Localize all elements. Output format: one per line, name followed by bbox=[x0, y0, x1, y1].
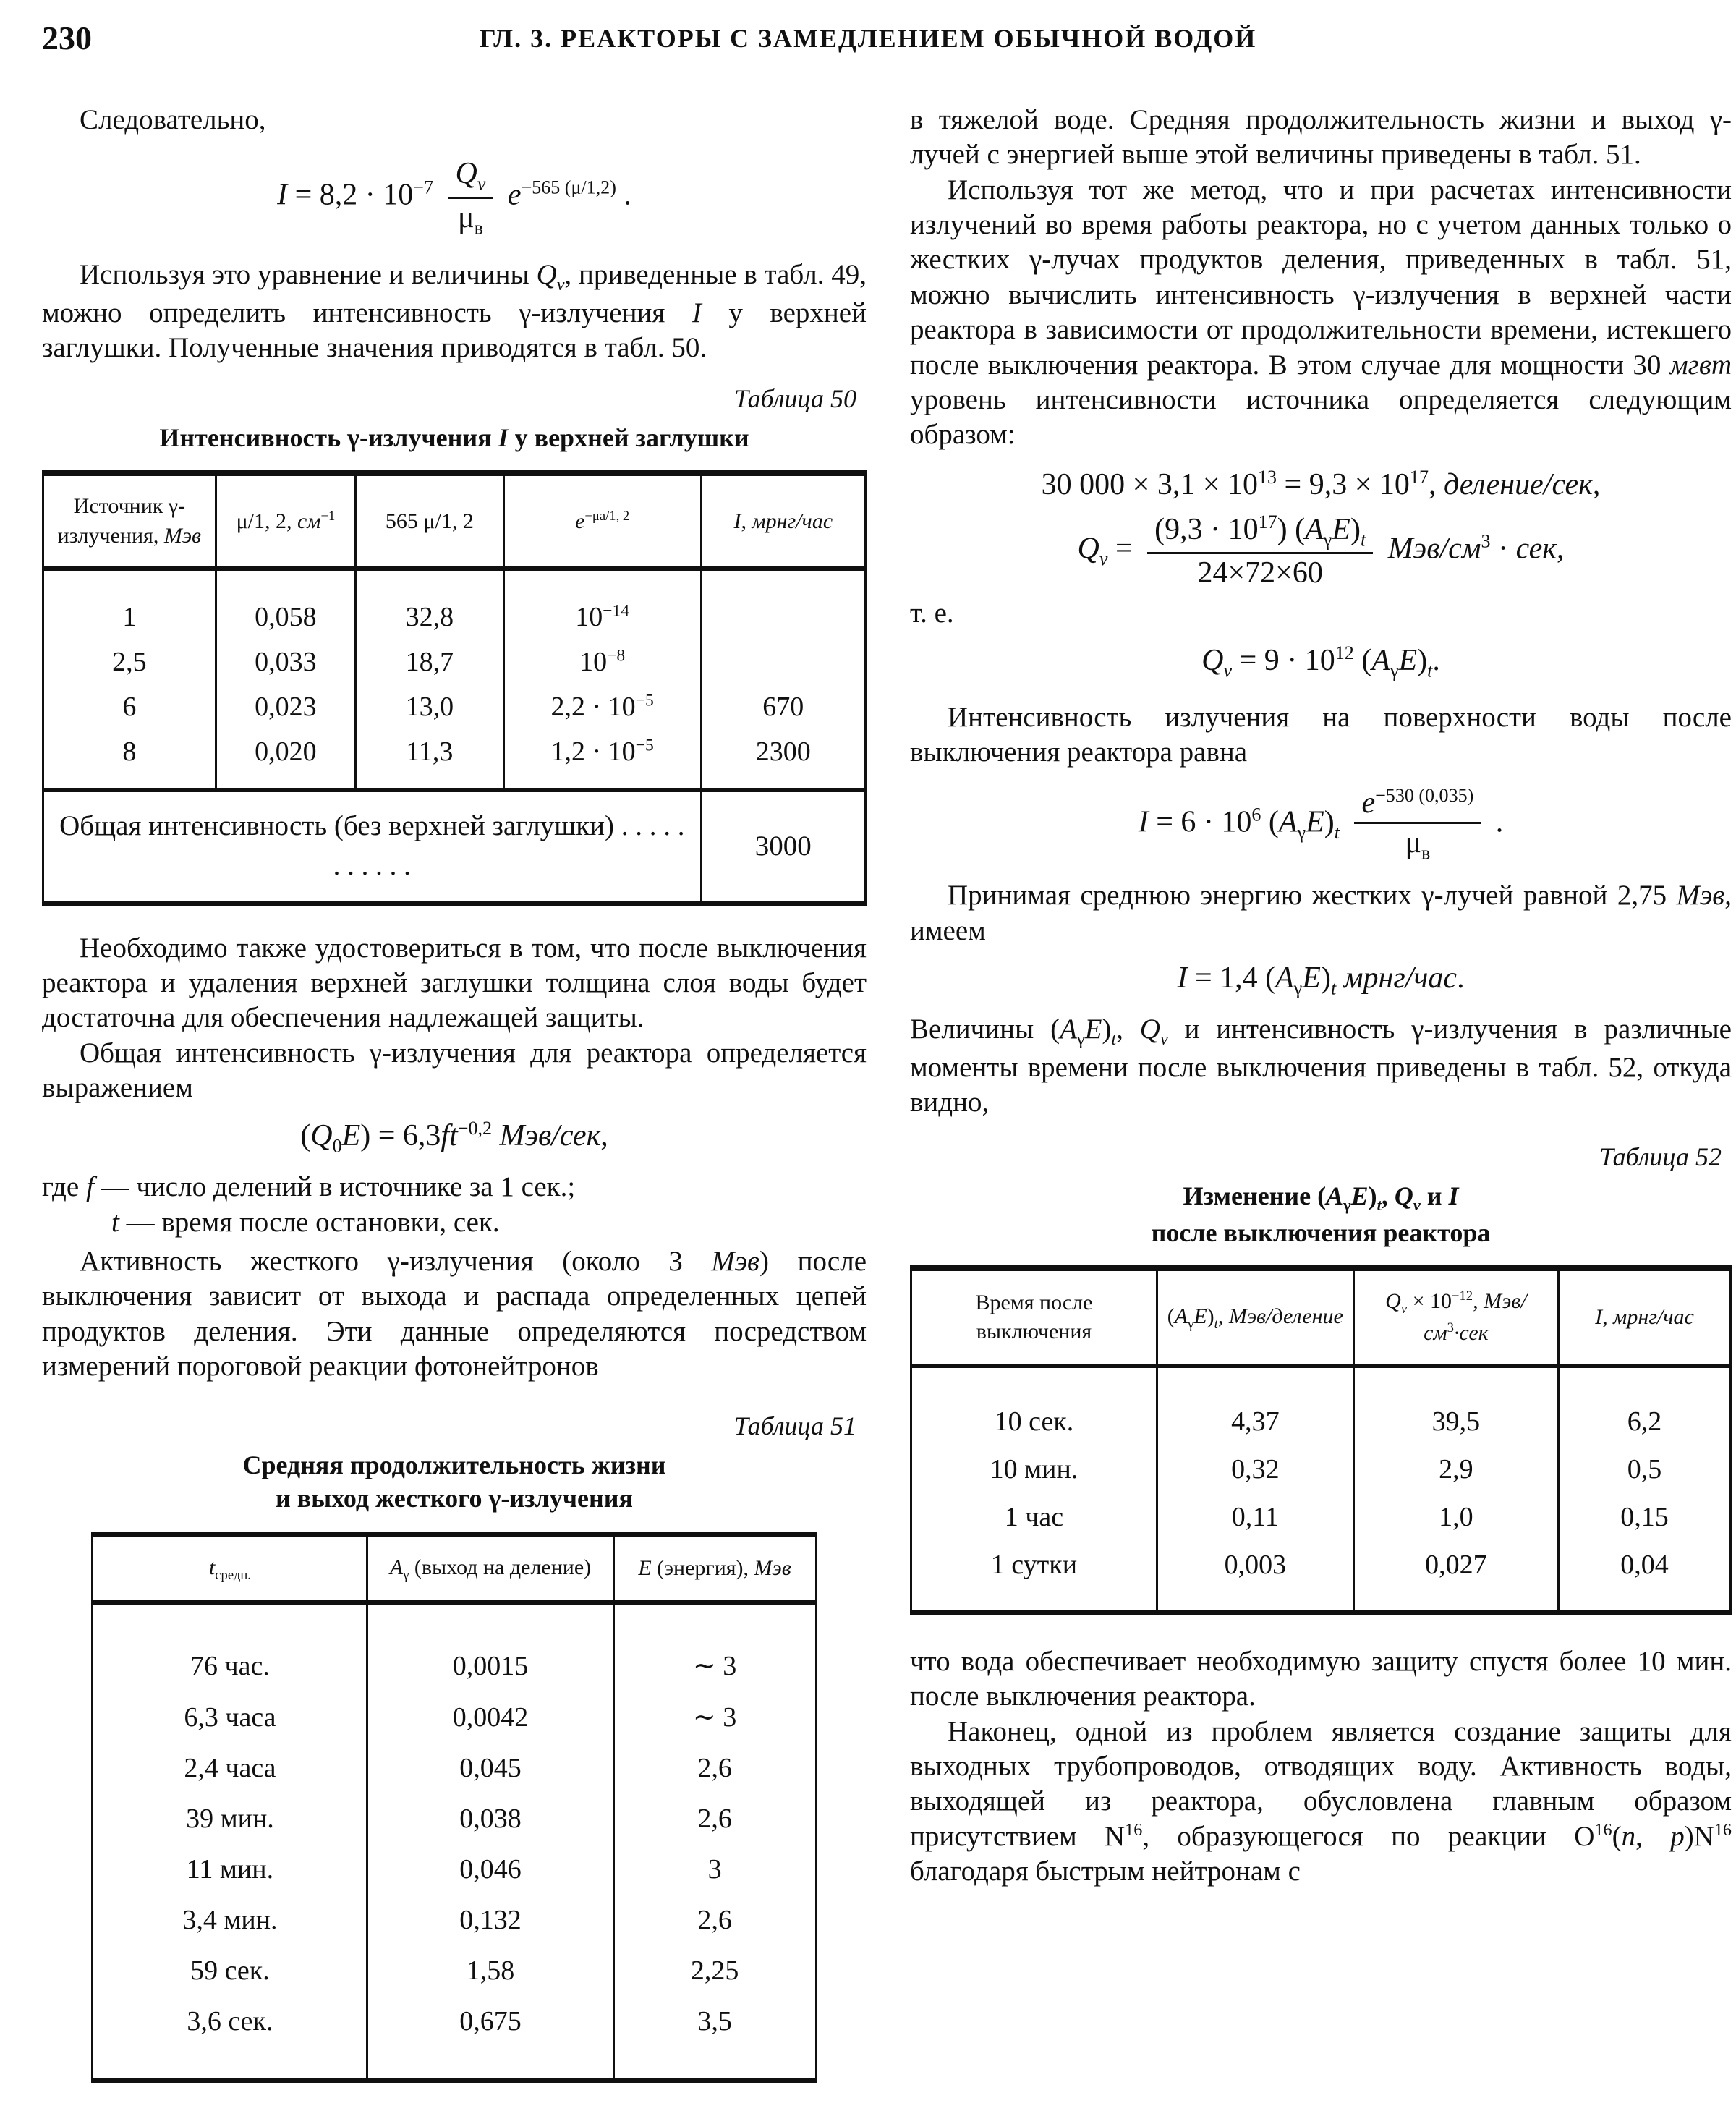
table-cell: 2,5 bbox=[112, 647, 147, 678]
table-cell: 0,046 bbox=[367, 1844, 613, 1895]
table-row bbox=[911, 1445, 1731, 1493]
table-cell: $10^{-8}$ bbox=[503, 640, 701, 684]
column-header: Время после выключения bbox=[911, 1268, 1157, 1366]
table-cell: 2,25 bbox=[613, 1945, 816, 1996]
table-cell: ∼ 3 bbox=[613, 1602, 816, 1691]
paragraph: Активность жесткого γ-излучения (около 3 Мэв) после выключения зависит от выхода и распада определенных цепей продуктов деления. Эти данные определяются посредством измерений пороговой реакции фотонейтронов bbox=[42, 1246, 867, 1382]
table-52 bbox=[910, 1265, 1732, 1615]
table-cell bbox=[701, 640, 865, 684]
table-cell: 1 сутки bbox=[990, 1550, 1078, 1580]
running-title: ГЛ. 3. РЕАКТОРЫ С ЗАМЕДЛЕНИЕМ ОБЫЧНОЙ ВОДОЙ bbox=[479, 24, 1257, 53]
column-header: I, мрнг/час bbox=[701, 473, 865, 569]
table-cell: 59 сек. bbox=[190, 1955, 270, 1987]
table-row bbox=[911, 1366, 1731, 1445]
table-cell: 4,37 bbox=[1157, 1366, 1353, 1445]
table-footer-label: Общая интенсивность (без верхней заглушки) . . . . . . . . . . . bbox=[43, 790, 702, 903]
column-header: E (энергия), Мэв bbox=[613, 1534, 816, 1602]
table-51-label: Таблица 51 bbox=[733, 1411, 856, 1440]
table-50-label: Таблица 50 bbox=[733, 383, 856, 413]
formula-qv-result: $Q_v = 9 \cdot 10^{12}$ $(A_\gamma E)_t$. bbox=[1201, 642, 1440, 681]
column-header: $t_{средн.}$ bbox=[93, 1534, 367, 1602]
paragraph: Принимая среднюю энергию жестких γ-лучей равной 2,75 Мэв, имеем bbox=[910, 880, 1732, 946]
paragraph: Общая интенсивность γ-излучения для реактора определяется выражением bbox=[42, 1037, 867, 1103]
table-cell: 11 мин. bbox=[186, 1854, 274, 1885]
formula-i-simplified: I = 1,4 $(A_\gamma E)_t$ мрнг/час. bbox=[1177, 961, 1465, 999]
table-cell: 2,6 bbox=[613, 1895, 816, 1945]
table-row bbox=[93, 1844, 816, 1895]
table-cell: 6 bbox=[122, 692, 137, 723]
table-cell: 0,020 bbox=[216, 729, 355, 790]
table-cell: 39,5 bbox=[1353, 1366, 1558, 1445]
table-row bbox=[93, 1945, 816, 1996]
table-row bbox=[93, 1743, 816, 1793]
paragraph: Используя это уравнение и величины $Q_v$, приведенные в табл. 49, можно определить интенсивность γ-излучения I у верхней заглушки. Полученные значения приводятся в табл. 50. bbox=[42, 259, 867, 364]
table-cell: 6,2 bbox=[1559, 1366, 1731, 1445]
column-header: I, мрнг/час bbox=[1559, 1268, 1731, 1366]
table-footer-row bbox=[43, 790, 866, 903]
table-row bbox=[911, 1541, 1731, 1613]
page-header bbox=[42, 19, 1694, 62]
table-row bbox=[43, 729, 866, 790]
table-cell: 3,4 мин. bbox=[182, 1905, 278, 1936]
page-number: 230 bbox=[42, 20, 92, 56]
formula-q0e: $(Q_0E) = 6,3ft^{-0,2}$ Мэв/сек, bbox=[300, 1118, 608, 1157]
table-cell: 0,15 bbox=[1559, 1493, 1731, 1541]
paragraph: Используя тот же метод, что и при расчетах интенсивности излучений во время работы реактора, но с учетом данных только о жестких γ-лучах продуктов деления, приведенных в табл. 51, можно вычислить интенсивность γ-излучения в верхней части реактора в зависимости от продолжительности времени, истекшего после выключения реактора. В этом случае для мощности 30 мгвт уровень интенсивности источника определяется следующим образом: bbox=[910, 174, 1732, 451]
table-cell: $10^{-14}$ bbox=[503, 569, 701, 640]
table-cell: 1,58 bbox=[367, 1945, 613, 1996]
table-50-title: Интенсивность γ-излучения I у верхней заглушки bbox=[159, 422, 749, 452]
column-header: $e^{-\mu а/1, 2}$ bbox=[503, 473, 701, 569]
paragraph: Интенсивность излучения на поверхности воды после выключения реактора равна bbox=[910, 701, 1732, 768]
table-52-title-line1: Изменение $(A_\gamma E)_t$, $Q_v$ и I bbox=[1183, 1181, 1459, 1215]
column-header: μ/1, 2, $см^{-1}$ bbox=[216, 473, 355, 569]
table-cell: 1,0 bbox=[1353, 1493, 1558, 1541]
table-header-row bbox=[93, 1534, 816, 1602]
table-header-row bbox=[43, 473, 866, 569]
table-cell: 76 час. bbox=[190, 1650, 270, 1681]
table-cell: 3 bbox=[613, 1844, 816, 1895]
table-52-label: Таблица 52 bbox=[1599, 1142, 1722, 1172]
table-cell: ∼ 3 bbox=[613, 1691, 816, 1743]
table-row bbox=[93, 1895, 816, 1945]
table-cell: 3,5 bbox=[613, 1996, 816, 2081]
table-cell: 0,038 bbox=[367, 1793, 613, 1844]
table-cell: 0,11 bbox=[1157, 1493, 1353, 1541]
table-52-title bbox=[910, 1179, 1732, 1249]
paragraph: Следовательно, bbox=[80, 104, 266, 135]
table-cell: 0,32 bbox=[1157, 1445, 1353, 1493]
table-cell: 10 сек. bbox=[994, 1406, 1074, 1437]
table-51 bbox=[91, 1532, 817, 2083]
table-row bbox=[93, 1602, 816, 1691]
table-cell: $1,2 \cdot 10^{-5}$ bbox=[503, 729, 701, 790]
table-cell: 2,4 часа bbox=[184, 1753, 276, 1784]
table-row bbox=[911, 1493, 1731, 1541]
table-52-title-line2: после выключения реактора bbox=[1151, 1218, 1491, 1247]
table-cell: 18,7 bbox=[356, 640, 504, 684]
table-cell: 2300 bbox=[701, 729, 865, 790]
paragraph: т. е. bbox=[910, 598, 954, 629]
table-cell: 670 bbox=[701, 684, 865, 729]
table-cell: 1 bbox=[122, 602, 137, 633]
table-cell: 0,003 bbox=[1157, 1541, 1353, 1613]
table-cell: 1 час bbox=[1004, 1502, 1064, 1532]
table-row bbox=[43, 569, 866, 640]
table-cell: 0,04 bbox=[1559, 1541, 1731, 1613]
table-51-title-line2: и выход жесткого γ-излучения bbox=[276, 1484, 633, 1513]
table-cell: 0,027 bbox=[1353, 1541, 1558, 1613]
table-cell: $2,2 \cdot 10^{-5}$ bbox=[503, 684, 701, 729]
table-row bbox=[43, 640, 866, 684]
formula-qv-fraction: $Q_v$ = $\frac{(9,3 \cdot 10^{17}) (A_\gamma E)_t}{24\times 72\times 60}$ Мэв/$см^3$ · сек, bbox=[1077, 511, 1565, 590]
table-cell: 0,5 bbox=[1559, 1445, 1731, 1493]
formula-surface-intensity: $I = 6 \cdot 10^6$ $(A_\gamma E)_t$ $\frac{e^{-530 (0,035)}}{\mu_в}$ . bbox=[1138, 784, 1504, 864]
table-51-title-line1: Средняя продолжительность жизни bbox=[242, 1450, 666, 1479]
table-cell: 3,6 сек. bbox=[187, 2006, 273, 2037]
column-header: Источник γ-излучения, Мэв bbox=[43, 473, 216, 569]
table-header-row bbox=[911, 1268, 1731, 1366]
paragraph: что вода обеспечивает необходимую защиту спустя более 10 мин. после выключения реактора. bbox=[910, 1646, 1732, 1712]
table-cell: 13,0 bbox=[356, 684, 504, 729]
table-row bbox=[93, 1793, 816, 1844]
table-cell: 8 bbox=[122, 736, 137, 768]
table-footer-value: 3000 bbox=[701, 790, 865, 903]
table-cell: 11,3 bbox=[356, 729, 504, 790]
where-clause-t: t — время после остановки, сек. bbox=[111, 1206, 500, 1238]
table-cell: 2,9 bbox=[1353, 1445, 1558, 1493]
table-cell: 10 мин. bbox=[990, 1454, 1078, 1484]
table-50 bbox=[42, 470, 867, 906]
paragraph: в тяжелой воде. Средняя продолжительность жизни и выход γ-лучей с энергией выше этой величины приведены в табл. 51. bbox=[910, 104, 1732, 171]
table-cell: 2,6 bbox=[613, 1793, 816, 1844]
paragraph: Необходимо также удостовериться в том, что после выключения реактора и удаления верхней заглушки толщина слоя воды будет достаточна для обеспечения надлежащей защиты. bbox=[42, 932, 867, 1034]
table-cell: 0,045 bbox=[367, 1743, 613, 1793]
formula-fission-rate: 30 $000 \times 3,1 \times 10^{13} = 9,3 \times 10^{17}$, деление/сек, bbox=[1041, 466, 1601, 501]
table-row bbox=[43, 684, 866, 729]
table-cell: 32,8 bbox=[356, 569, 504, 640]
table-cell: 0,023 bbox=[216, 684, 355, 729]
paragraph: Наконец, одной из проблем является создание защиты для выходных трубопроводов, отводящих воду. Активность воды, выходящей из реактора, обусловлена главным образом присутствием $N^{16}$, образующегося по реакции $O^{16}(n$, $p)N^{16}$ благодаря быстрым нейтронам с bbox=[910, 1715, 1732, 1887]
paragraph: Величины $(A_\gamma E)_t$, $Q_v$ и интенсивность γ-излучения в различные моменты времени после выключения приведены в табл. 52, откуда видно, bbox=[910, 1013, 1732, 1118]
table-cell: 0,0015 bbox=[367, 1602, 613, 1691]
table-cell: 0,675 bbox=[367, 1996, 613, 2081]
table-cell: 0,058 bbox=[216, 569, 355, 640]
table-cell: 0,033 bbox=[216, 640, 355, 684]
table-cell: 0,132 bbox=[367, 1895, 613, 1945]
table-cell: 6,3 часа bbox=[184, 1702, 276, 1733]
table-cell: 2,6 bbox=[613, 1743, 816, 1793]
column-header: 565 μ/1, 2 bbox=[356, 473, 504, 569]
table-cell bbox=[701, 569, 865, 640]
table-cell: 0,0042 bbox=[367, 1691, 613, 1743]
right-column bbox=[910, 103, 1732, 1890]
column-header: $A_\gamma$ (выход на деление) bbox=[367, 1534, 613, 1602]
where-clause-f: где f — число делений в источнике за 1 сек.; bbox=[42, 1171, 576, 1203]
table-cell: 39 мин. bbox=[186, 1804, 274, 1835]
table-51-title bbox=[42, 1448, 867, 1516]
column-header: $Q_v \times 10^{-12}$, Мэв/$см^3\cdot сек$ bbox=[1353, 1268, 1558, 1366]
left-column bbox=[42, 103, 867, 2083]
formula-intensity-top-plug: $I = 8,2 \cdot 10^{-7}$ $\frac{Q_v}{\mu_в}$ $e^{-565 (\mu/1,2)}$ . bbox=[277, 157, 631, 239]
table-row bbox=[93, 1691, 816, 1743]
column-header: $(A_\gamma E)_t$, Мэв/деление bbox=[1157, 1268, 1353, 1366]
table-row bbox=[93, 1996, 816, 2081]
